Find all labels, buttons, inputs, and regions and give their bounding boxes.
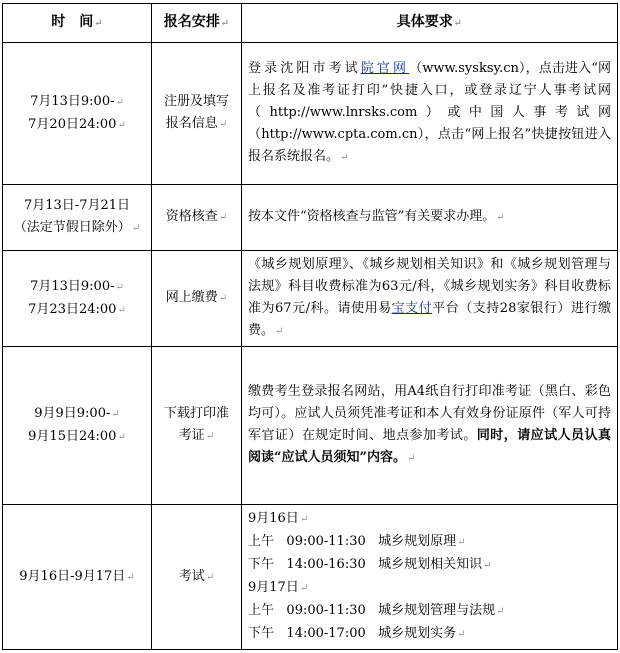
arrangement-cell: 注册及填写报名信息↵ xyxy=(152,43,242,185)
requirement-cell: 按本文件“资格核查与监管”有关要求办理。↵ xyxy=(242,185,618,251)
table-row xyxy=(3,251,618,347)
requirement-cell: 登录沈阳市考试院官网（www.sysksy.cn），点击进入“网上报名及准考证打印”快捷入口，或登录辽宁人事考试网（http://www.lnrsks.com）或中国人事考试网（http://www.cpta.com.cn），点击“网上报名”快捷按钮进入报名系统报名。↵ xyxy=(242,43,618,185)
table-header-row xyxy=(3,4,618,43)
arrangement-cell: 资格核查↵ xyxy=(152,185,242,251)
time-cell: 9月16日-9月17日↵ xyxy=(3,505,152,650)
time-cell: 9月9日9:00-↵ 9月15日24:00↵ xyxy=(3,347,152,505)
header-time: 时 间↵ xyxy=(3,4,152,43)
time-cell: 7月13日9:00-↵ 7月23日24:00↵ xyxy=(3,251,152,347)
arrangement-cell: 网上缴费↵ xyxy=(152,251,242,347)
requirement-cell: 缴费考生登录报名网站，用A4纸自行打印准考证（黑白、彩色均可）。应试人员须凭准考证和本人有效身份证原件（军人可持军官证）在规定时间、地点参加考试。同时，请应试人员认真阅读“应试人员须知”内容。↵ xyxy=(242,347,618,505)
exam-session: 下午 14:00-17:00 城乡规划实务↵ xyxy=(248,626,466,641)
exam-session: 上午 09:00-11:30 城乡规划管理与法规↵ xyxy=(248,603,505,618)
exam-session: 下午 14:00-16:30 城乡规划相关知识↵ xyxy=(248,557,492,572)
exam-schedule-cell xyxy=(242,505,618,650)
requirement-cell: 《城乡规划原理》、《城乡规划相关知识》和《城乡规划管理与法规》科目收费标准为63元/科，《城乡规划实务》科目收费标准为67元/科。请使用易宝支付平台（支持28家银行）进行缴费。↵ xyxy=(242,251,618,347)
header-arrangement: 报名安排↵ xyxy=(152,4,242,43)
table-row xyxy=(3,347,618,505)
table-row xyxy=(3,43,618,185)
time-cell: 7月13日9:00-↵ 7月20日24:00↵ xyxy=(3,43,152,185)
header-requirements: 具体要求↵ xyxy=(242,4,618,43)
arrangement-cell: 考试↵ xyxy=(152,505,242,650)
arrangement-cell: 下载打印准考证↵ xyxy=(152,347,242,505)
registration-schedule-table xyxy=(2,3,618,650)
time-cell: 7月13日-7月21日 （法定节假日除外）↵ xyxy=(3,185,152,251)
exam-session: 上午 09:00-11:30 城乡规划原理↵ xyxy=(248,534,466,549)
exam-date: 9月16日↵ xyxy=(248,511,309,526)
exam-date: 9月17日↵ xyxy=(248,580,309,595)
table-row xyxy=(3,505,618,650)
table-row xyxy=(3,185,618,251)
